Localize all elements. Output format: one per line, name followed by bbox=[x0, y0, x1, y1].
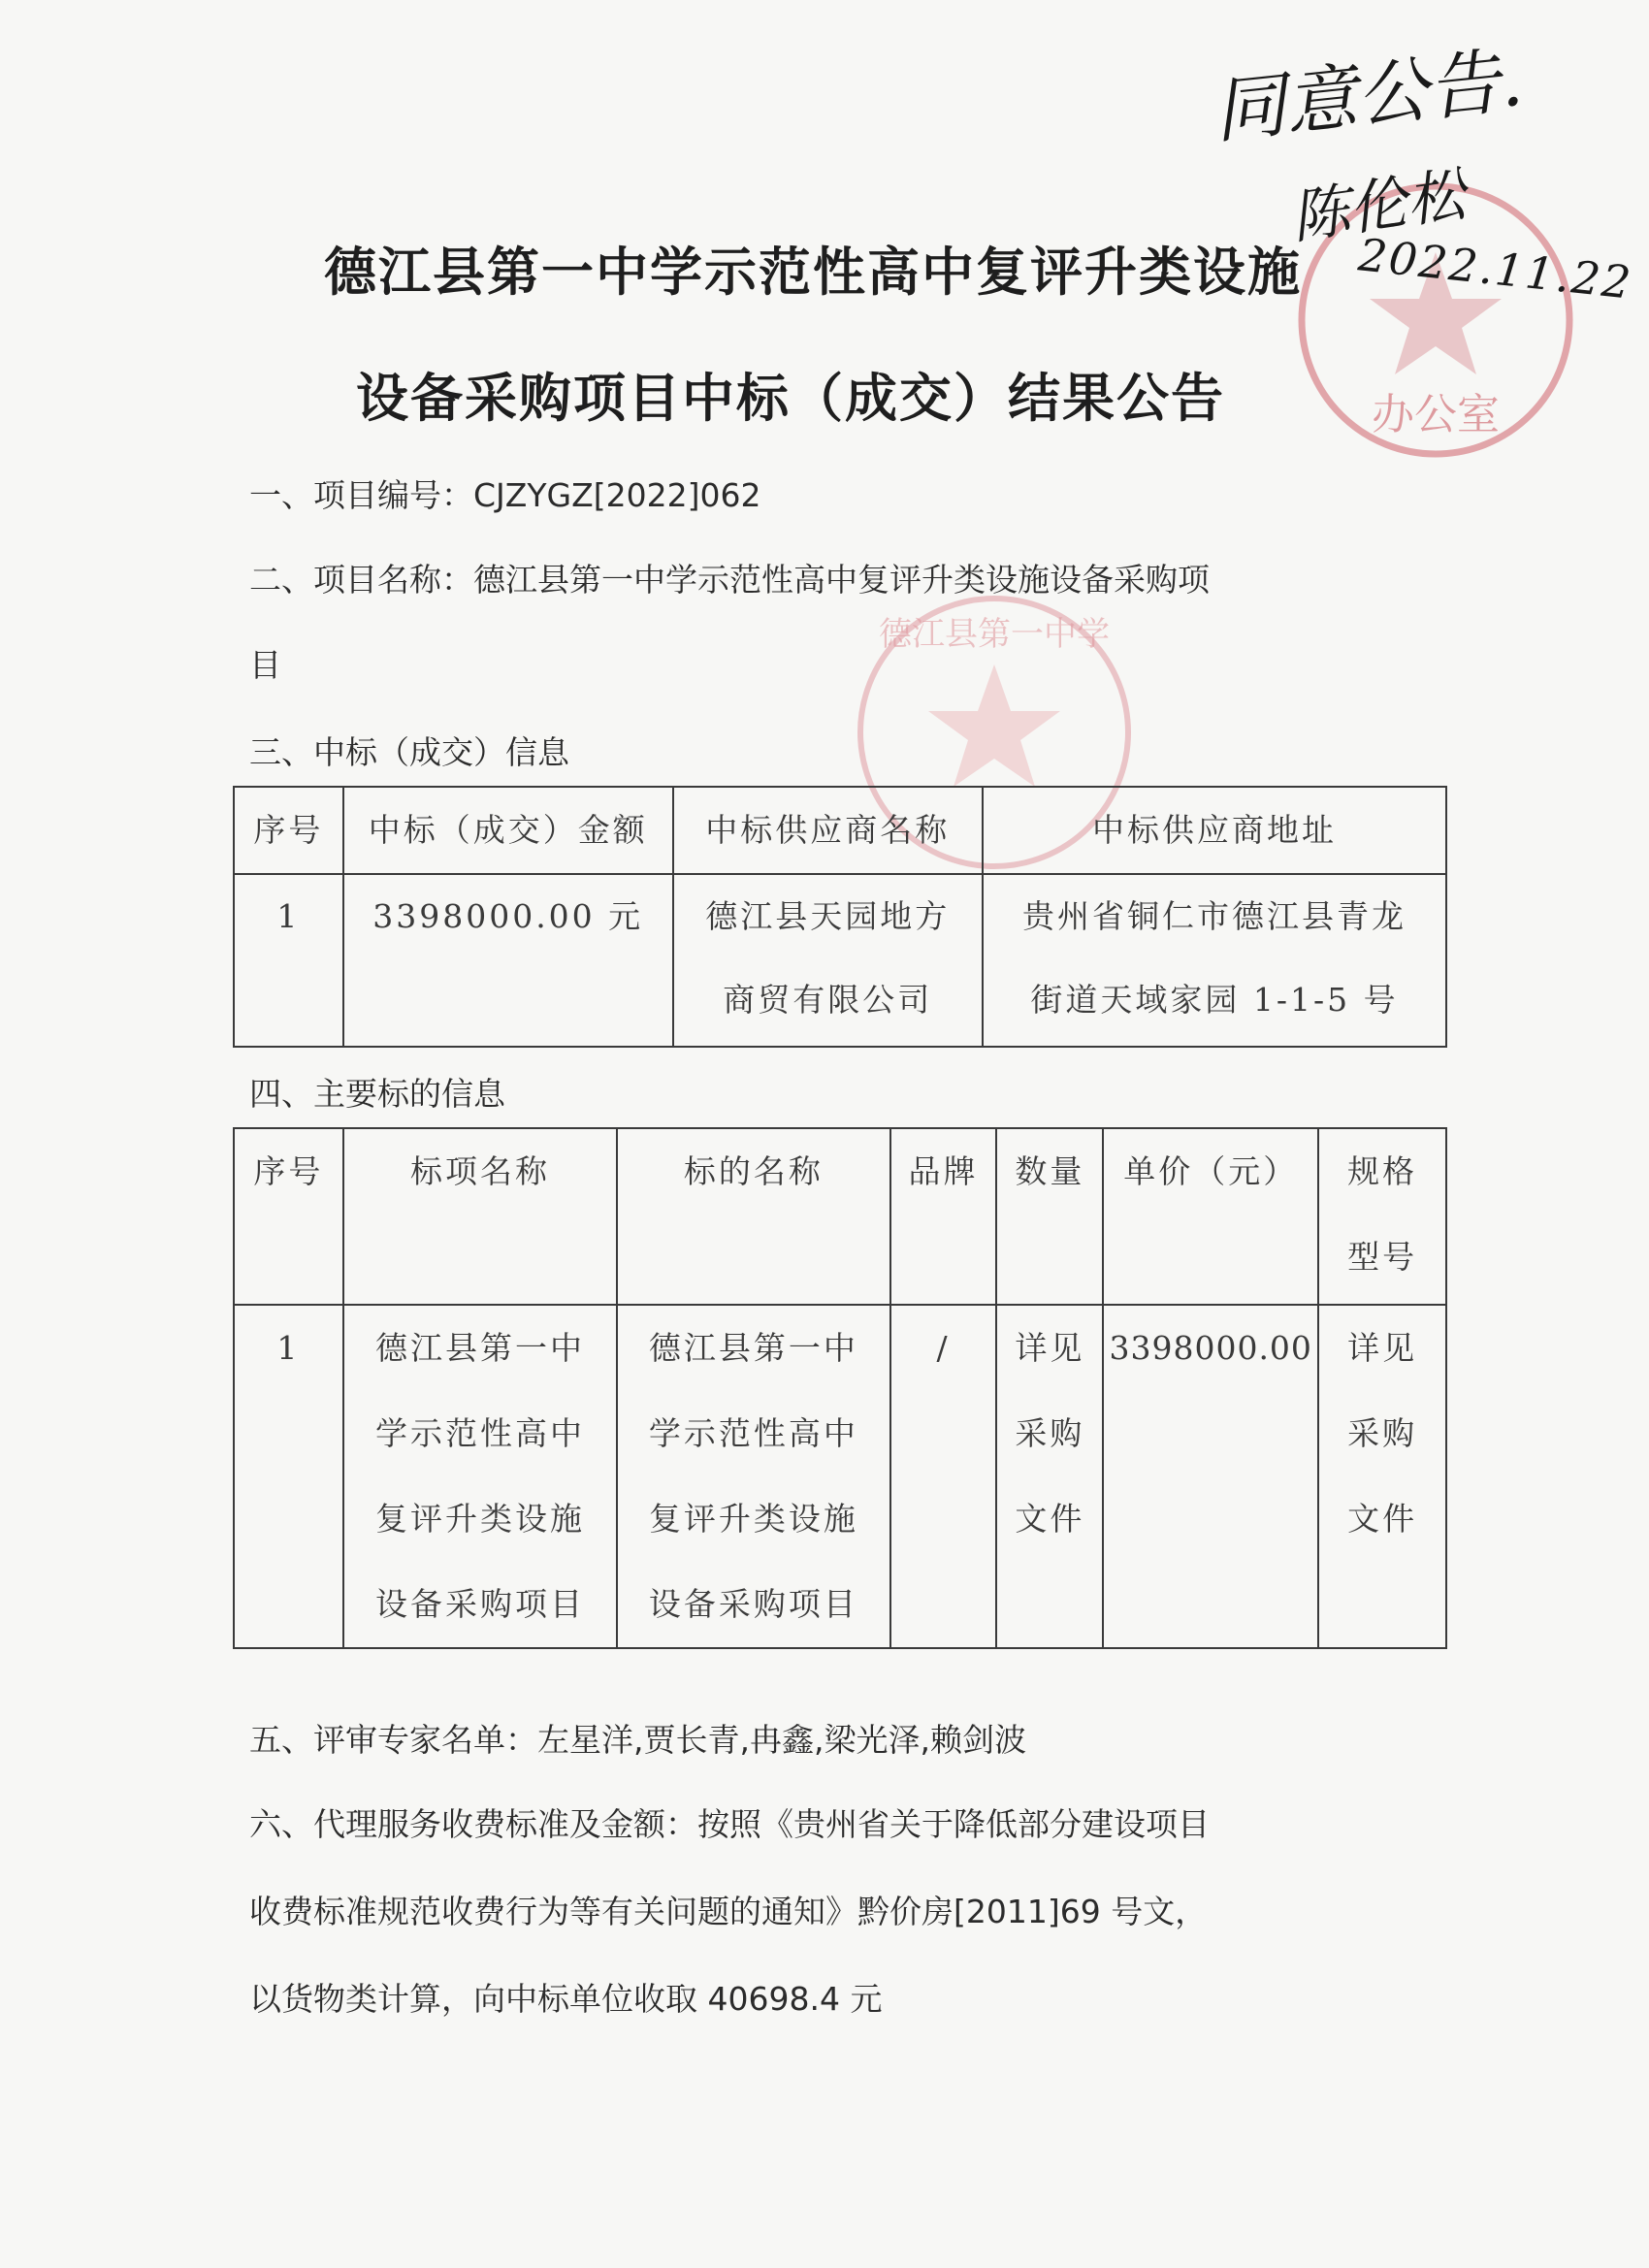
header-cell: 中标供应商地址 bbox=[983, 787, 1446, 874]
supplier-name bbox=[673, 874, 983, 1047]
lot-name-line4: 设备采购项目 bbox=[375, 1585, 585, 1623]
header-cell: 中标（成交）金额 bbox=[343, 787, 673, 874]
header-cell: 序号 bbox=[234, 787, 343, 874]
spec-line3: 文件 bbox=[1347, 1500, 1418, 1538]
fee-line3: 以货物类计算，向中标单位收取 40698.4 元 bbox=[249, 1980, 883, 2018]
expert-list: 五、评审专家名单：左星洋,贾长青,冉鑫,梁光泽,赖剑波 bbox=[249, 1721, 1026, 1759]
header-cell: 数量 bbox=[996, 1128, 1103, 1305]
subject-name bbox=[617, 1305, 889, 1648]
row-number: 1 bbox=[234, 874, 343, 1047]
header-cell: 中标供应商名称 bbox=[673, 787, 983, 874]
subject-table bbox=[233, 1127, 1447, 1649]
handwritten-signature: 陈伦松 bbox=[1286, 160, 1470, 253]
fee-line2: 收费标准规范收费行为等有关问题的通知》黔价房[2011]69 号文， bbox=[249, 1893, 1208, 1930]
section-subject-info: 四、主要标的信息 bbox=[249, 1075, 505, 1113]
award-table-header bbox=[234, 787, 1446, 874]
spec-model bbox=[1318, 1305, 1446, 1648]
row-number: 1 bbox=[234, 1305, 343, 1648]
header-cell: 序号 bbox=[234, 1128, 343, 1305]
office-stamp-text: 办公室 bbox=[1372, 390, 1500, 439]
handwritten-approval: 同意公告. bbox=[1210, 38, 1527, 154]
header-cell: 标项名称 bbox=[343, 1128, 617, 1305]
lot-name bbox=[343, 1305, 617, 1648]
fee-line1: 六、代理服务收费标准及金额：按照《贵州省关于降低部分建设项目 bbox=[249, 1805, 1210, 1843]
project-number: 一、项目编号：CJZYGZ[2022]062 bbox=[249, 476, 761, 514]
quantity bbox=[996, 1305, 1103, 1648]
unit-price: 3398000.00 bbox=[1103, 1305, 1318, 1648]
subject-name-line4: 设备采购项目 bbox=[648, 1585, 858, 1623]
spec-line2: 采购 bbox=[1347, 1414, 1418, 1452]
quantity-line2: 采购 bbox=[1015, 1414, 1085, 1452]
quantity-line1: 详见 bbox=[1015, 1329, 1085, 1367]
spec-line1: 详见 bbox=[1347, 1329, 1418, 1367]
table-row bbox=[234, 874, 1446, 1047]
page-title-line1: 德江县第一中学示范性高中复评升类设施 bbox=[324, 242, 1302, 303]
supplier-name-line2: 商贸有限公司 bbox=[723, 981, 933, 1019]
page-title-line2: 设备采购项目中标（成交）结果公告 bbox=[356, 368, 1225, 429]
quantity-line3: 文件 bbox=[1015, 1500, 1085, 1538]
supplier-name-line1: 德江县天园地方 bbox=[705, 897, 951, 935]
project-name-line1: 二、项目名称：德江县第一中学示范性高中复评升类设施设备采购项 bbox=[249, 561, 1210, 599]
lot-name-line2: 学示范性高中 bbox=[375, 1414, 585, 1452]
supplier-address-line2: 街道天域家园 1-1-5 号 bbox=[1030, 981, 1399, 1019]
header-spec-line2: 型号 bbox=[1347, 1238, 1418, 1276]
header-spec-line1: 规格 bbox=[1347, 1152, 1418, 1190]
project-name-line2: 目 bbox=[249, 646, 281, 684]
supplier-address bbox=[983, 874, 1446, 1047]
subject-name-line2: 学示范性高中 bbox=[648, 1414, 858, 1452]
brand: / bbox=[890, 1305, 997, 1648]
header-cell: 单价（元） bbox=[1103, 1128, 1318, 1305]
lot-name-line1: 德江县第一中 bbox=[375, 1329, 585, 1367]
lot-name-line3: 复评升类设施 bbox=[375, 1500, 585, 1538]
subject-name-line3: 复评升类设施 bbox=[648, 1500, 858, 1538]
section-award-info: 三、中标（成交）信息 bbox=[249, 733, 569, 771]
award-table bbox=[233, 786, 1447, 1048]
subject-table-header bbox=[234, 1128, 1446, 1305]
handwritten-date: 2022.11.22 bbox=[1355, 228, 1635, 309]
table-row bbox=[234, 1305, 1446, 1648]
supplier-address-line1: 贵州省铜仁市德江县青龙 bbox=[1021, 897, 1406, 935]
subject-name-line1: 德江县第一中 bbox=[648, 1329, 858, 1367]
header-cell: 品牌 bbox=[890, 1128, 997, 1305]
award-amount: 3398000.00 元 bbox=[343, 874, 673, 1047]
header-cell: 标的名称 bbox=[617, 1128, 889, 1305]
header-cell-spec bbox=[1318, 1128, 1446, 1305]
school-stamp-text: 德江县第一中学 bbox=[879, 615, 1110, 654]
